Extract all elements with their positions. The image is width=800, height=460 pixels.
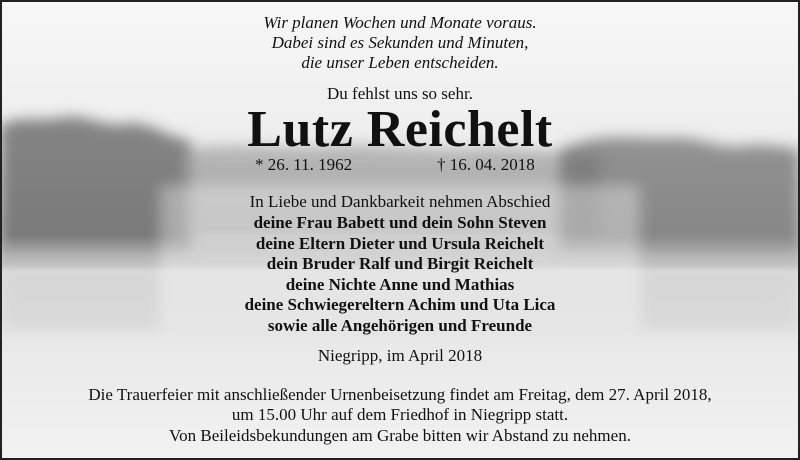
verse-line-1: Wir planen Wochen und Monate voraus. [263, 13, 537, 32]
funeral-line-3: Von Beileidsbekundungen am Grabe bitten wir Abstand zu nehmen. [169, 426, 631, 445]
funeral-line-2: um 15.00 Uhr auf dem Friedhof in Niegripp statt. [231, 405, 569, 424]
mourner-line-3: dein Bruder Ralf und Birgit Reichelt [266, 254, 534, 273]
place-and-date: Niegripp, im April 2018 [317, 346, 483, 365]
mourner-line-6: sowie alle Angehörigen und Freunde [267, 316, 533, 335]
birth-date: * 26. 11. 1962 [255, 155, 353, 174]
mourner-line-2: deine Eltern Dieter und Ursula Reichelt [255, 234, 545, 253]
mourner-line-1: deine Frau Babett und dein Sohn Steven [253, 213, 547, 232]
mourner-line-4: deine Nichte Anne und Mathias [285, 275, 515, 294]
verse-line-2: Dabei sind es Sekunden und Minuten, [271, 33, 529, 52]
farewell-intro: In Liebe und Dankbarkeit nehmen Abschied [249, 192, 551, 211]
funeral-line-1: Die Trauerfeier mit anschließender Urnenbeisetzung findet am Freitag, dem 27. April 2018, [88, 385, 712, 404]
verse-line-3: die unser Leben entscheiden. [301, 53, 499, 72]
death-date: † 16. 04. 2018 [437, 155, 535, 174]
deceased-name: Lutz Reichelt [247, 101, 553, 158]
subtitle: Du fehlst uns so sehr. [327, 84, 473, 103]
life-dates [0, 155, 800, 177]
mourner-line-5: deine Schwiegereltern Achim und Uta Lica [244, 295, 556, 314]
